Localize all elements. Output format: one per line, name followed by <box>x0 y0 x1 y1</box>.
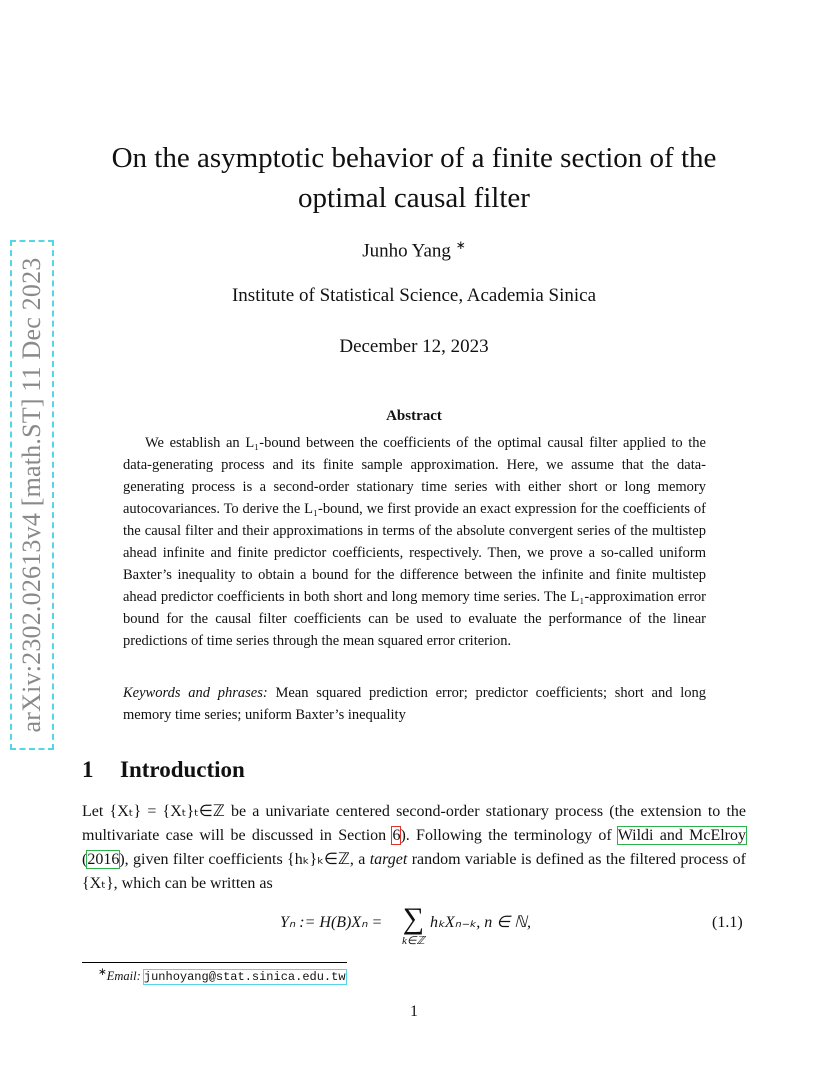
paper-title <box>0 138 828 218</box>
citation-link[interactable]: Wildi and McElroy <box>617 827 747 844</box>
summation <box>402 904 425 947</box>
author-name: Junho Yang <box>362 240 451 262</box>
citation-year-link[interactable]: 2016 <box>87 851 120 868</box>
affiliation: Institute of Statistical Science, Academia Sinica <box>231 285 597 306</box>
arxiv-sidebar-stamp[interactable] <box>10 240 54 750</box>
footnote-label: Email: <box>106 969 141 984</box>
sum-subscript: k∈ℤ <box>402 935 425 947</box>
body-text: Let {Xₜ} = {Xₜ}ₜ∈ℤ be a univariate centered second-order stationary process ( <box>82 803 615 820</box>
section-title: Introduction <box>120 757 245 782</box>
footnote-rule <box>82 962 347 963</box>
section-heading <box>82 757 245 783</box>
body-text: random variable is defined as the filtered process of {Xₜ}, which can be written as <box>82 851 746 892</box>
keywords <box>123 682 706 726</box>
body-paragraph <box>82 800 746 896</box>
email-link[interactable]: junhoyang@stat.sinica.edu.tw <box>143 970 346 985</box>
keywords-text: Mean squared prediction error; predictor coefficients; short and long memory time series; uniform Baxter’s inequality <box>123 685 707 723</box>
page-number: 1 <box>410 1003 418 1020</box>
title-line-1: On the asymptotic behavior of a finite section of the <box>111 142 717 174</box>
abstract-heading: Abstract <box>386 408 442 424</box>
body-text: ). Following the terminology of <box>400 827 618 844</box>
author <box>0 238 828 262</box>
title-line-2: optimal causal filter <box>298 182 530 214</box>
emphasis-target: target <box>369 851 408 868</box>
publication-date: December 12, 2023 <box>339 336 489 357</box>
equation-number: (1.1) <box>712 914 743 931</box>
footnote-mark: ∗ <box>98 967 107 978</box>
body-text: ( <box>82 851 88 868</box>
footnote <box>98 966 346 984</box>
section-ref-link[interactable]: 6 <box>392 827 401 844</box>
section-link[interactable]: the extension to the multivariate case will be discussed in Section <box>82 803 747 844</box>
keywords-label: Keywords and phrases: <box>123 685 268 701</box>
body-text: ), given filter coefficients {hₖ}ₖ∈ℤ, a <box>119 851 370 868</box>
abstract-text: We establish an L₁-bound between the coefficients of the optimal causal filter applied to the data-generating process and its finite sample approximation. Here, we assume that the data-generating process is a second-order stationary time series with either short or long memory autocovariances. To derive the L₁-bound, we first provide an exact expression for the coefficients of the causal filter and their approximations in terms of the absolute convergent series of the multistep ahead infinite and finite predictor coefficients, respectively. Then, we prove a so-called uniform Baxter’s inequality to obtain a bound for the difference between the infinite and finite multistep ahead predictor coefficients in both short and long memory time series. The L₁-approximation error bound for the causal filter coefficients can be used to evaluate the performance of the linear predictions of time series through the mean squared error criterion. <box>123 435 706 649</box>
equation-rhs: hₖXₙ₋ₖ, n ∈ ℕ, <box>430 914 531 931</box>
sigma-symbol: ∑ <box>402 902 425 935</box>
arxiv-identifier[interactable]: arXiv:2302.02613v4 [math.ST] 11 Dec 2023 <box>17 257 46 733</box>
author-footnote-mark[interactable]: ∗ <box>455 238 466 252</box>
section-number: 1 <box>82 757 94 782</box>
equation-lhs: Yₙ := H(B)Xₙ = <box>280 914 383 931</box>
